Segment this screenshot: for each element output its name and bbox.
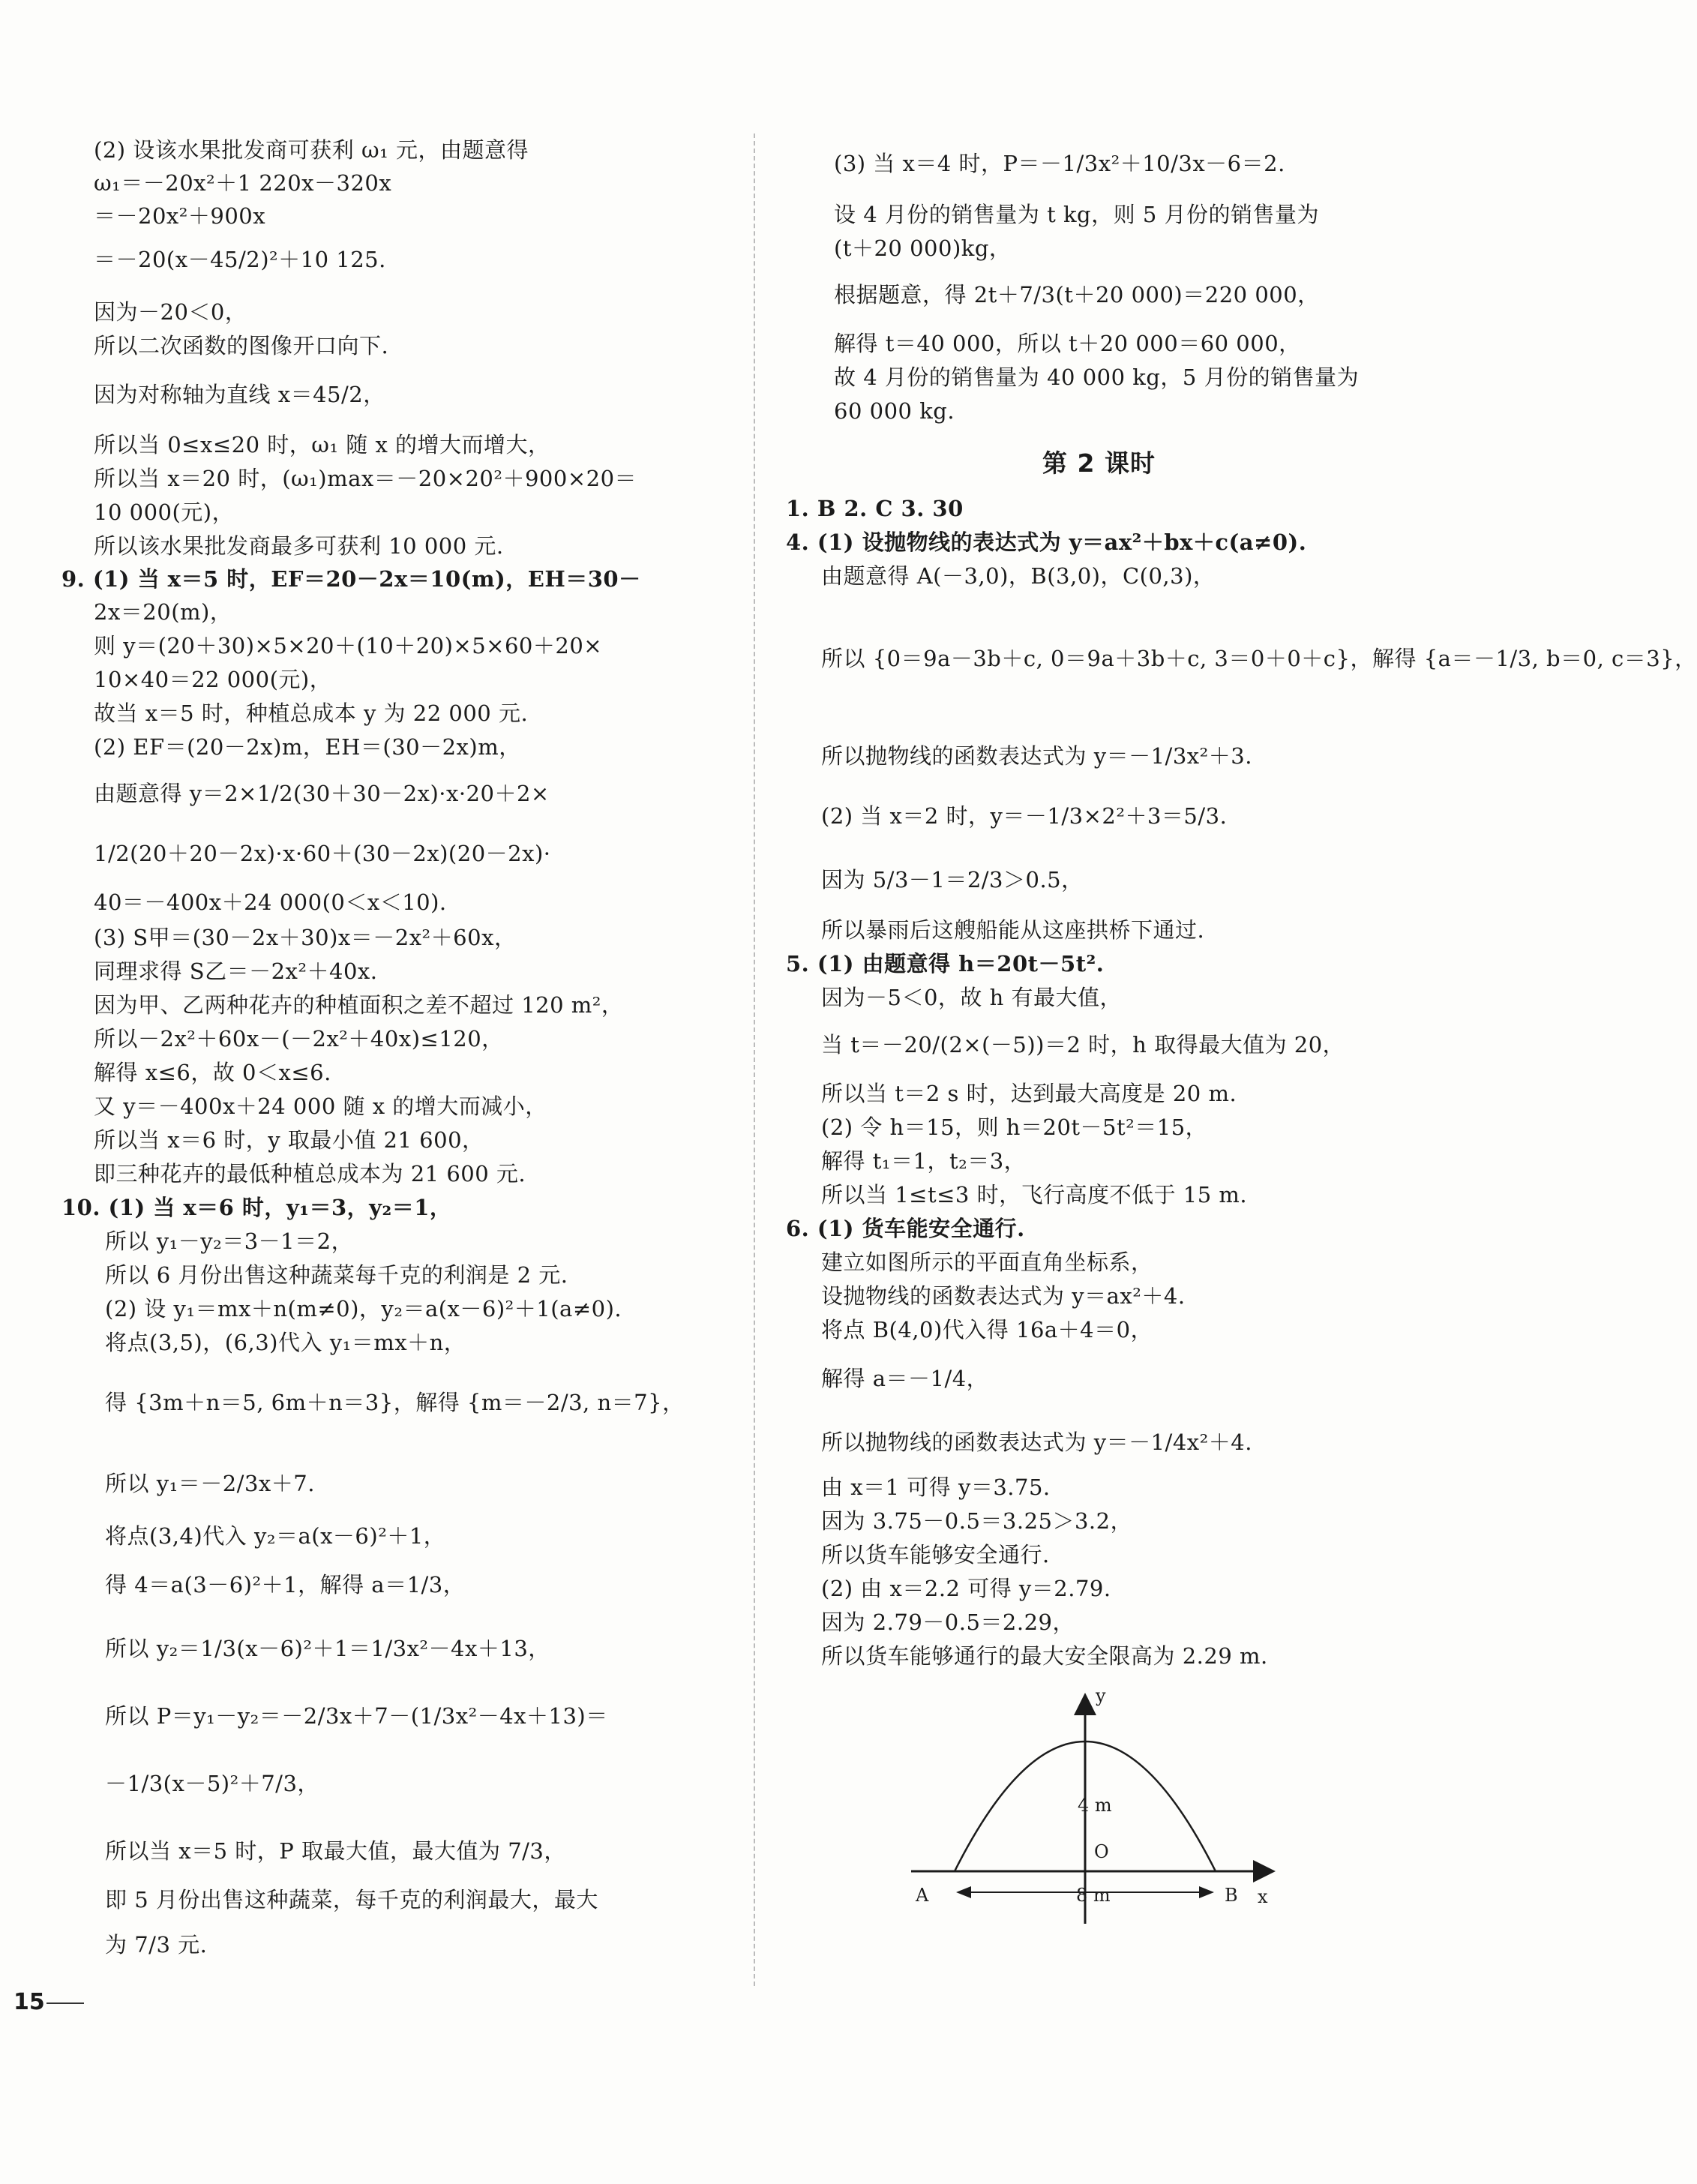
text-line: 所以当 t＝2 s 时，达到最大高度是 20 m. (821, 1081, 1237, 1106)
text-line: 1/2(20＋20－2x)·x·60＋(30－2x)(20－2x)· (94, 841, 551, 866)
problem-6: 6. (1) 货车能安全通行. (786, 1216, 1025, 1241)
text-line: 解得 t₁＝1，t₂＝3， (821, 1148, 1027, 1174)
text-line: 所以抛物线的函数表达式为 y＝－1/4x²＋4. (821, 1430, 1252, 1455)
text-line: 设 4 月份的销售量为 t kg，则 5 月份的销售量为 (834, 202, 1320, 227)
text-line: ＝－20x²＋900x (94, 203, 266, 229)
problem-9: 9. (1) 当 x＝5 时，EF＝20－2x＝10(m)，EH＝30－ (61, 566, 641, 592)
problem-4: 4. (1) 设抛物线的表达式为 y＝ax²＋bx＋c(a≠0). (786, 530, 1307, 555)
text-line: (3) S甲＝(30－2x＋30)x＝－2x²＋60x， (94, 925, 517, 950)
text-line: 又 y＝－400x＋24 000 随 x 的增大而减小， (94, 1094, 547, 1119)
text-line: 所以 P＝y₁－y₂＝－2/3x＋7－(1/3x²－4x＋13)＝ (105, 1703, 608, 1729)
text-line: (3) 当 x＝4 时，P＝－1/3x²＋10/3x－6＝2. (834, 151, 1285, 176)
text-line: 所以抛物线的函数表达式为 y＝－1/3x²＋3. (821, 743, 1252, 769)
problem-5: 5. (1) 由题意得 h＝20t－5t². (786, 951, 1105, 976)
text-line: (2) 设 y₁＝mx＋n(m≠0)，y₂＝a(x－6)²＋1(a≠0). (105, 1296, 622, 1322)
text-line: 60 000 kg. (834, 398, 955, 424)
text-line: (2) 设该水果批发商可获利 ω₁ 元，由题意得 (94, 137, 529, 163)
text-line: 所以该水果批发商最多可获利 10 000 元. (94, 533, 504, 559)
point-a-label: A (916, 1885, 929, 1906)
height-label: 4 m (1078, 1795, 1112, 1816)
text-line: 所以货车能够通行的最大安全限高为 2.29 m. (821, 1643, 1268, 1669)
text-line: 当 t＝－20/(2×(－5))＝2 时，h 取得最大值为 20， (821, 1032, 1345, 1058)
text-line: 同理求得 S乙＝－2x²＋40x. (94, 958, 378, 984)
problem-10: 10. (1) 当 x＝6 时，y₁＝3，y₂＝1， (61, 1195, 452, 1220)
width-label: 8 m (1076, 1885, 1111, 1906)
text-line: 所以 6 月份出售这种蔬菜每千克的利润是 2 元. (105, 1262, 568, 1288)
page-number: 15 (13, 1989, 45, 2015)
text-line: (2) 由 x＝2.2 可得 y＝2.79. (821, 1576, 1111, 1601)
text-line: 则 y＝(20＋30)×5×20＋(10＋20)×5×60＋20× (94, 633, 603, 658)
text-line: 所以 y₂＝1/3(x－6)²＋1＝1/3x²－4x＋13， (105, 1636, 550, 1661)
text-line: (2) 令 h＝15，则 h＝20t－5t²＝15， (821, 1114, 1208, 1140)
text-line: 由题意得 A(－3,0)，B(3,0)，C(0,3)， (821, 563, 1216, 589)
text-line: 由 x＝1 可得 y＝3.75. (821, 1474, 1051, 1500)
text-line: (2) 当 x＝2 时，y＝－1/3×2²＋3＝5/3. (821, 803, 1228, 829)
text-line: 即 5 月份出售这种蔬菜，每千克的利润最大，最大 (105, 1887, 598, 1912)
text-line: 所以 y₁－y₂＝3－1＝2， (105, 1228, 354, 1254)
text-line: 将点(3,4)代入 y₂＝a(x－6)²＋1， (105, 1523, 446, 1549)
text-line: 得 {3m＋n＝5, 6m＋n＝3}，解得 {m＝－2/3, n＝7}， (105, 1390, 685, 1415)
text-line: 为 7/3 元. (105, 1932, 208, 1958)
text-line: 所以当 x＝6 时，y 取最小值 21 600， (94, 1127, 484, 1153)
text-line: 10×40＝22 000(元)， (94, 667, 332, 692)
text-line: 所以二次函数的图像开口向下. (94, 333, 389, 358)
text-line: ＝－20(x－45/2)²＋10 125. (94, 247, 386, 272)
text-line: 因为 3.75－0.5＝3.25＞3.2， (821, 1508, 1133, 1534)
text-line: 所以 {0＝9a－3b＋c, 0＝9a＋3b＋c, 3＝0＋0＋c}，解得 {a＝－1/3, b＝0, c＝3}， (821, 646, 1697, 671)
text-line: 所以当 0≤x≤20 时，ω₁ 随 x 的增大而增大， (94, 432, 550, 458)
text-line: 由题意得 y＝2×1/2(30＋30－2x)·x·20＋2× (94, 781, 550, 806)
parabola-arch-figure (911, 1684, 1301, 1931)
text-line: 所以－2x²＋60x－(－2x²＋40x)≤120， (94, 1026, 504, 1052)
section-title: 第 2 课时 (1042, 448, 1156, 478)
text-line: 设抛物线的函数表达式为 y＝ax²＋4. (821, 1283, 1186, 1309)
text-line: 将点(3,5)，(6,3)代入 y₁＝mx＋n， (105, 1330, 466, 1355)
text-line: －1/3(x－5)²＋7/3， (105, 1771, 319, 1796)
point-b-label: B (1225, 1885, 1238, 1906)
text-line: 10 000(元)， (94, 500, 235, 525)
text-line: (t＋20 000)kg， (834, 236, 1012, 261)
text-line: 将点 B(4,0)代入得 16a＋4＝0， (821, 1317, 1153, 1342)
text-line: 所以当 x＝20 时，(ω₁)max＝－20×20²＋900×20＝ (94, 466, 637, 491)
answers-1-3: 1. B 2. C 3. 30 (786, 496, 964, 521)
text-line: 根据题意，得 2t＋7/3(t＋20 000)＝220 000， (834, 282, 1320, 308)
text-line: 40＝－400x＋24 000(0＜x＜10). (94, 890, 447, 915)
text-line: 解得 x≤6，故 0＜x≤6. (94, 1060, 331, 1085)
text-line: (2) EF＝(20－2x)m，EH＝(30－2x)m， (94, 734, 521, 760)
origin-label: O (1094, 1841, 1109, 1862)
text-line: 解得 a＝－1/4， (821, 1366, 989, 1391)
text-line: 得 4＝a(3－6)²＋1，解得 a＝1/3， (105, 1572, 466, 1598)
text-line: 故当 x＝5 时，种植总成本 y 为 22 000 元. (94, 700, 529, 726)
text-line: 故 4 月份的销售量为 40 000 kg，5 月份的销售量为 (834, 364, 1360, 390)
text-line: 因为 5/3－1＝2/3＞0.5， (821, 867, 1084, 892)
page-number-dash (46, 2002, 84, 2004)
y-axis-label: y (1096, 1685, 1106, 1706)
text-line: 因为甲、乙两种花卉的种植面积之差不超过 120 m²， (94, 992, 624, 1018)
text-line: 所以当 x＝5 时，P 取最大值，最大值为 7/3， (105, 1838, 566, 1864)
text-line: 建立如图所示的平面直角坐标系， (821, 1250, 1153, 1275)
text-line: 因为对称轴为直线 x＝45/2， (94, 382, 385, 407)
text-line: 解得 t＝40 000，所以 t＋20 000＝60 000， (834, 331, 1301, 356)
x-axis-label: x (1258, 1886, 1268, 1907)
text-line: 2x＝20(m)， (94, 599, 232, 625)
text-line: 即三种花卉的最低种植总成本为 21 600 元. (94, 1161, 526, 1186)
text-line: ω₁＝－20x²＋1 220x－320x (94, 170, 392, 196)
text-line: 所以货车能够安全通行. (821, 1542, 1050, 1568)
column-divider (754, 134, 755, 1986)
text-line: 因为－20＜0， (94, 299, 247, 325)
text-line: 所以暴雨后这艘船能从这座拱桥下通过. (821, 917, 1205, 943)
text-line: 所以当 1≤t≤3 时，飞行高度不低于 15 m. (821, 1182, 1248, 1208)
text-line: 所以 y₁＝－2/3x＋7. (105, 1471, 315, 1496)
text-line: 因为 2.79－0.5＝2.29， (821, 1610, 1075, 1635)
text-line: 因为－5＜0，故 h 有最大值， (821, 985, 1123, 1010)
